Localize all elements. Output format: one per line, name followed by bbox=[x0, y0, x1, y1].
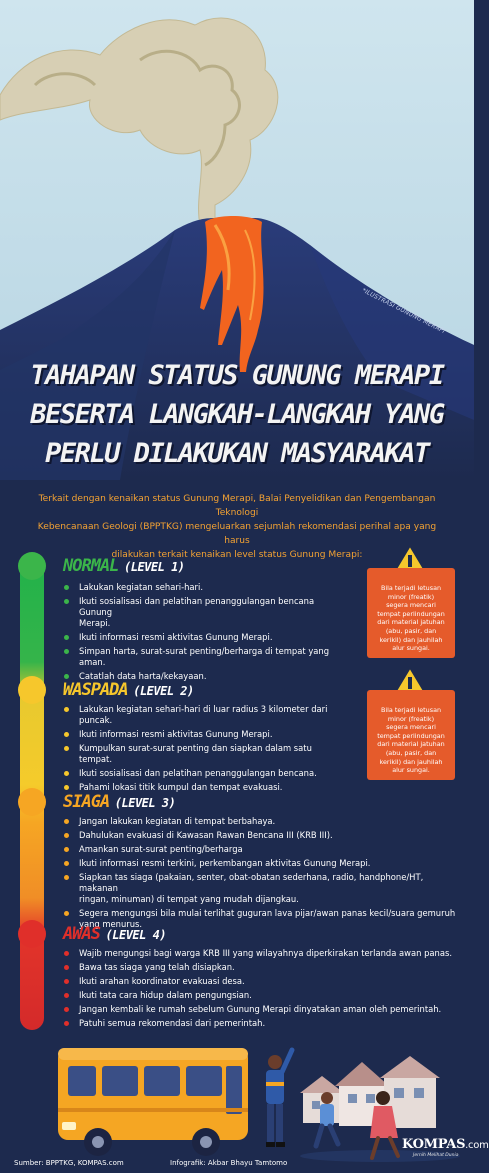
level-title-normal bbox=[63, 556, 185, 576]
intro-text bbox=[34, 492, 440, 562]
list-item: Wajib mengungsi bagi warga KRB III yang wilayahnya diperkirakan terlanda awan panas. bbox=[62, 948, 462, 959]
level-name: NORMAL bbox=[63, 556, 119, 576]
level-dot-siaga bbox=[18, 788, 46, 816]
level-number: (LEVEL 1) bbox=[124, 560, 185, 574]
bus-icon bbox=[58, 1048, 248, 1156]
evacuation-illustration bbox=[0, 1038, 474, 1173]
level-items-siaga bbox=[62, 816, 462, 933]
list-item: Ikuti sosialisasi dan pelatihan penanggulangan bencana. bbox=[62, 768, 347, 779]
brand-tagline: Jernih Melihat Dunia bbox=[413, 1153, 459, 1158]
intro-line: dilakukan terkait kenaikan level status Gunung Merapi: bbox=[111, 550, 363, 560]
list-item: Siapkan tas siaga (pakaian, senter, obat-obatan sederhana, radio, handphone/HT, makanan ringan, minuman) di tempat yang mudah dijangkau. bbox=[62, 872, 462, 905]
source-credit: Sumber: BPPTKG, KOMPAS.com bbox=[14, 1159, 124, 1167]
list-item: Catatlah data harta/kekayaan. bbox=[62, 671, 347, 682]
level-title-awas bbox=[63, 924, 166, 944]
intro-line: Terkait dengan kenaikan status Gunung Merapi, Balai Penyelidikan dan Pengembangan Teknologi bbox=[38, 494, 436, 518]
list-item: Jangan kembali ke rumah sebelum Gunung Merapi dinyatakan aman oleh pemerintah. bbox=[62, 1004, 462, 1015]
list-item: Dahulukan evakuasi di Kawasan Rawan Bencana III (KRB III). bbox=[62, 830, 462, 841]
title-line: BESERTA LANGKAH-LANGKAH YANG bbox=[30, 399, 444, 430]
level-name: WASPADA bbox=[63, 680, 128, 700]
list-item: Pahami lokasi titik kumpul dan tempat evakuasi. bbox=[62, 782, 347, 793]
title-line: PERLU DILAKUKAN MASYARAKAT bbox=[45, 438, 429, 469]
list-item: Kumpulkan surat-surat penting dan siapkan dalam satu tempat. bbox=[62, 743, 347, 765]
title-line: TAHAPAN STATUS GUNUNG MERAPI bbox=[30, 360, 444, 391]
level-items-waspada bbox=[62, 704, 347, 796]
list-item: Bawa tas siaga yang telah disiapkan. bbox=[62, 962, 462, 973]
list-item: Segera mengungsi bila mulai terlihat guguran lava pijar/awan panas kecil/suara gemuruh yang menurus. bbox=[62, 908, 462, 930]
list-item: Simpan harta, surat-surat penting/berharga di tempat yang aman. bbox=[62, 646, 347, 668]
level-dot-normal bbox=[18, 552, 46, 580]
level-number: (LEVEL 3) bbox=[114, 796, 176, 810]
list-item: Patuhi semua rekomendasi dari pemerintah. bbox=[62, 1018, 462, 1029]
level-items-awas bbox=[62, 948, 462, 1032]
level-items-normal bbox=[62, 582, 347, 685]
list-item: Ikuti arahan koordinator evakuasi desa. bbox=[62, 976, 462, 987]
list-item: Ikuti informasi resmi aktivitas Gunung Merapi. bbox=[62, 729, 347, 740]
infographic-credit: Infografik: Akbar Bhayu Tamtomo bbox=[170, 1159, 288, 1167]
level-title-siaga bbox=[63, 792, 175, 812]
level-dot-awas bbox=[18, 920, 46, 948]
warning-box: Bila terjadi letusan minor (freatik) segera mencari tempat perlindungan dari material jatuhan (abu, pasir, dan kerikil) dan jauhilah alur sungai. bbox=[367, 568, 455, 658]
level-dot-waspada bbox=[18, 676, 46, 704]
page-title bbox=[0, 356, 474, 473]
list-item: Lakukan kegiatan sehari-hari di luar radius 3 kilometer dari puncak. bbox=[62, 704, 347, 726]
list-item: Jangan lakukan kegiatan di tempat berbahaya. bbox=[62, 816, 462, 827]
list-item: Amankan surat-surat penting/berharga bbox=[62, 844, 462, 855]
rescue-worker-icon bbox=[266, 1050, 292, 1147]
warning-box: Bila terjadi letusan minor (freatik) segera mencari tempat perlindungan dari material jatuhan (abu, pasir, dan kerikil) dan jauhilah alur sungai. bbox=[367, 690, 455, 780]
illustration-credit: *ILUSTRASI GUNUNG MERAPI bbox=[360, 287, 447, 336]
list-item: Ikuti informasi resmi aktivitas Gunung Merapi. bbox=[62, 632, 347, 643]
level-title-waspada bbox=[63, 680, 194, 700]
list-item: Ikuti informasi resmi terkini, perkembangan aktivitas Gunung Merapi. bbox=[62, 858, 462, 869]
list-item: Ikuti sosialisasi dan pelatihan penanggulangan bencana Gunung Merapi. bbox=[62, 596, 347, 629]
level-number: (LEVEL 2) bbox=[133, 684, 194, 698]
level-name: SIAGA bbox=[63, 792, 110, 812]
intro-line: Kebencanaan Geologi (BPPTKG) mengeluarkan sejumlah rekomendasi perihal apa yang harus bbox=[37, 522, 437, 546]
list-item: Lakukan kegiatan sehari-hari. bbox=[62, 582, 347, 593]
level-number: (LEVEL 4) bbox=[105, 928, 167, 942]
list-item: Ikuti tata cara hidup dalam pengungsian. bbox=[62, 990, 462, 1001]
level-name: AWAS bbox=[63, 924, 100, 944]
brand-logo: KOMPAS.com bbox=[402, 1137, 489, 1152]
